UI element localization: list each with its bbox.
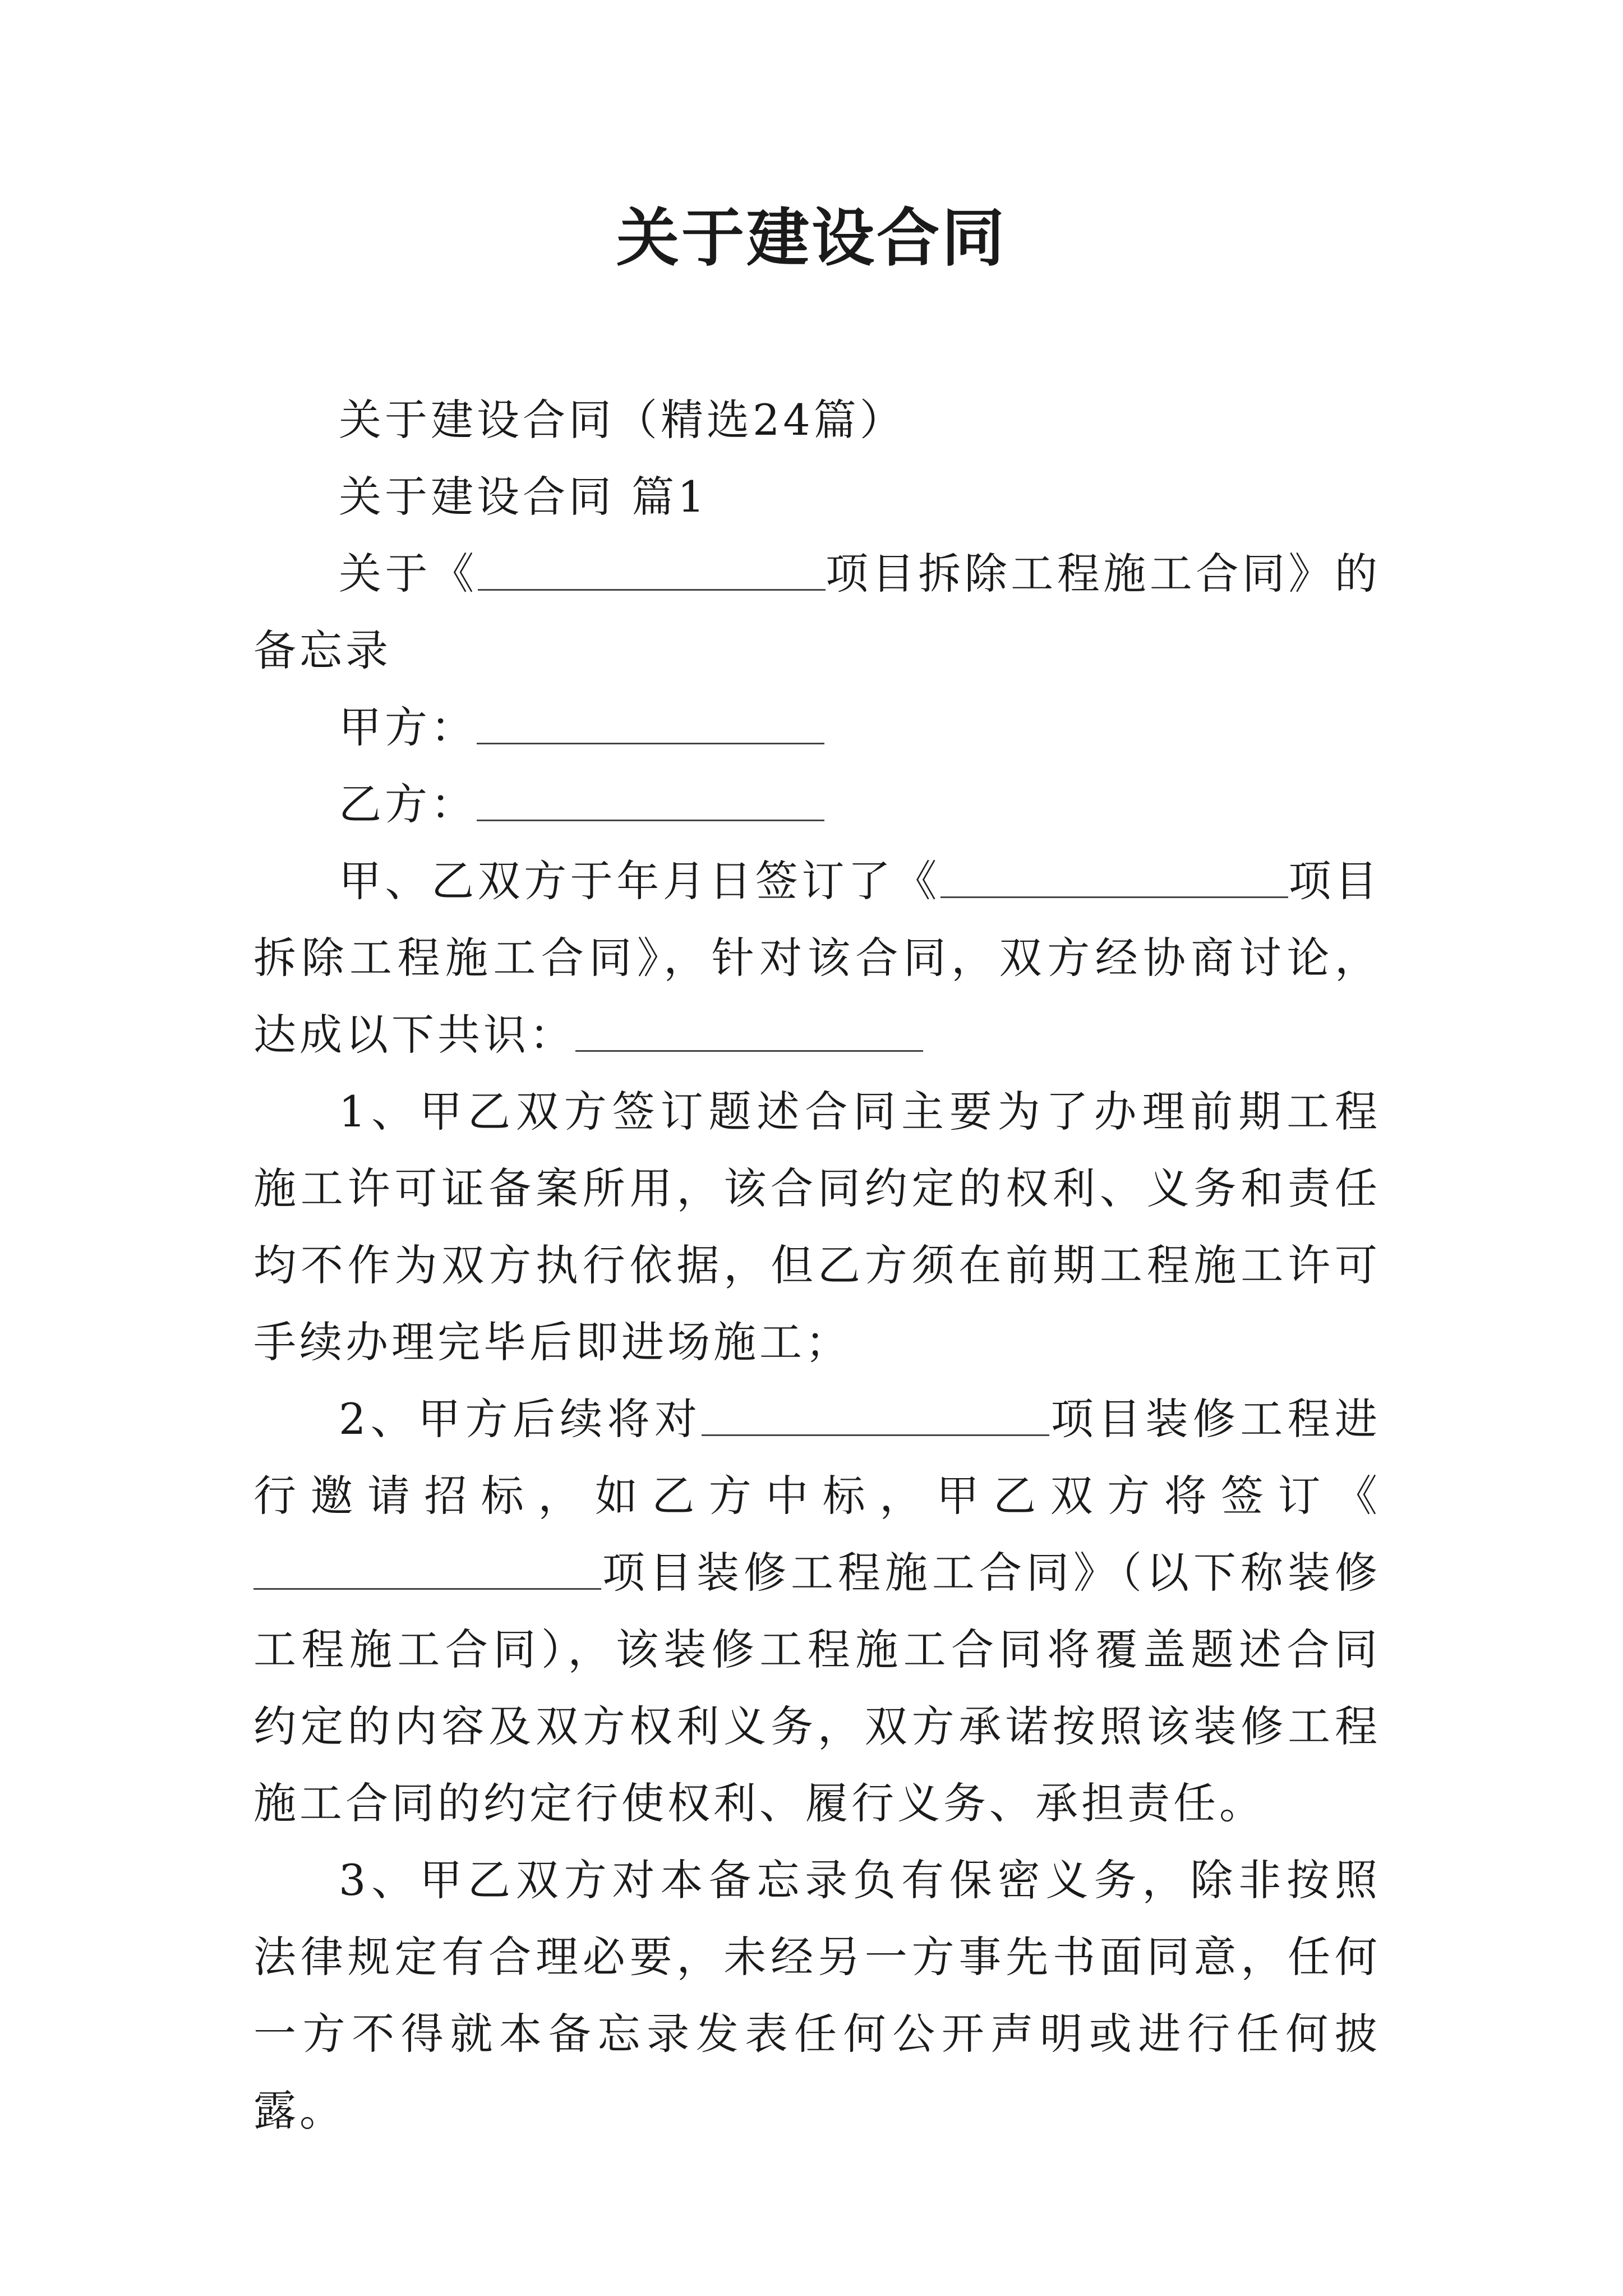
intro-paragraph: [253, 843, 1381, 1073]
intro-project-blank: [940, 852, 1288, 898]
memo-title-before: 关于《: [339, 549, 478, 599]
clause-3: 3、甲乙双方对本备忘录负有保密义务，除非按照法律规定有合理必要，未经另一方事先书面同意，任何一方不得就本备忘录发表任何公开声明或进行任何披露。: [253, 1855, 1381, 2136]
clause-2: [253, 1381, 1381, 1842]
subtitle-line: 关于建设合同（精选24篇）: [339, 395, 906, 445]
memo-title-after: 项目拆除工程施工合同》的备忘录: [253, 549, 1381, 675]
intro-middle: 项目拆除工程施工合同》，针对该合同，双方经协商讨论，达成以下共识：: [253, 856, 1381, 1060]
party-b-line: [253, 766, 1381, 843]
clause-2-after: 项目装修工程施工合同》（以下称装修工程施工合同），该装修工程施工合同将覆盖题述合同约定的内容及双方权利义务，双方承诺按照该装修工程施工合同的约定行使权利、履行义务、承担责任。: [253, 1548, 1381, 1828]
party-a-line: [253, 689, 1381, 766]
project-name-blank: [478, 544, 826, 591]
clause-2-project-blank: [702, 1389, 1049, 1436]
document-title: 关于建设合同: [616, 201, 1007, 275]
clause-2-before: 2、甲方后续将对: [339, 1394, 702, 1444]
document-body: [253, 381, 1381, 2149]
party-a-blank: [477, 698, 824, 744]
memo-title: [253, 535, 1381, 689]
section-heading: 关于建设合同 篇1: [339, 472, 708, 522]
party-a-label: 甲方：: [339, 702, 477, 752]
clause-2-middle: 项目装修工程进行邀请招标，如乙方中标，甲乙双方将签订《: [253, 1394, 1381, 1521]
party-b-label: 乙方：: [339, 779, 477, 829]
intro-before: 甲、乙双方于年月日签订了《: [339, 856, 940, 906]
consensus-blank: [575, 1005, 923, 1052]
party-b-blank: [477, 775, 824, 821]
clause-2-contract-blank: [253, 1543, 601, 1590]
clause-1: 1、甲乙双方签订题述合同主要为了办理前期工程施工许可证备案所用，该合同约定的权利、义务和责任均不作为双方执行依据，但乙方须在前期工程施工许可手续办理完毕后即进场施工；: [253, 1087, 1381, 1367]
